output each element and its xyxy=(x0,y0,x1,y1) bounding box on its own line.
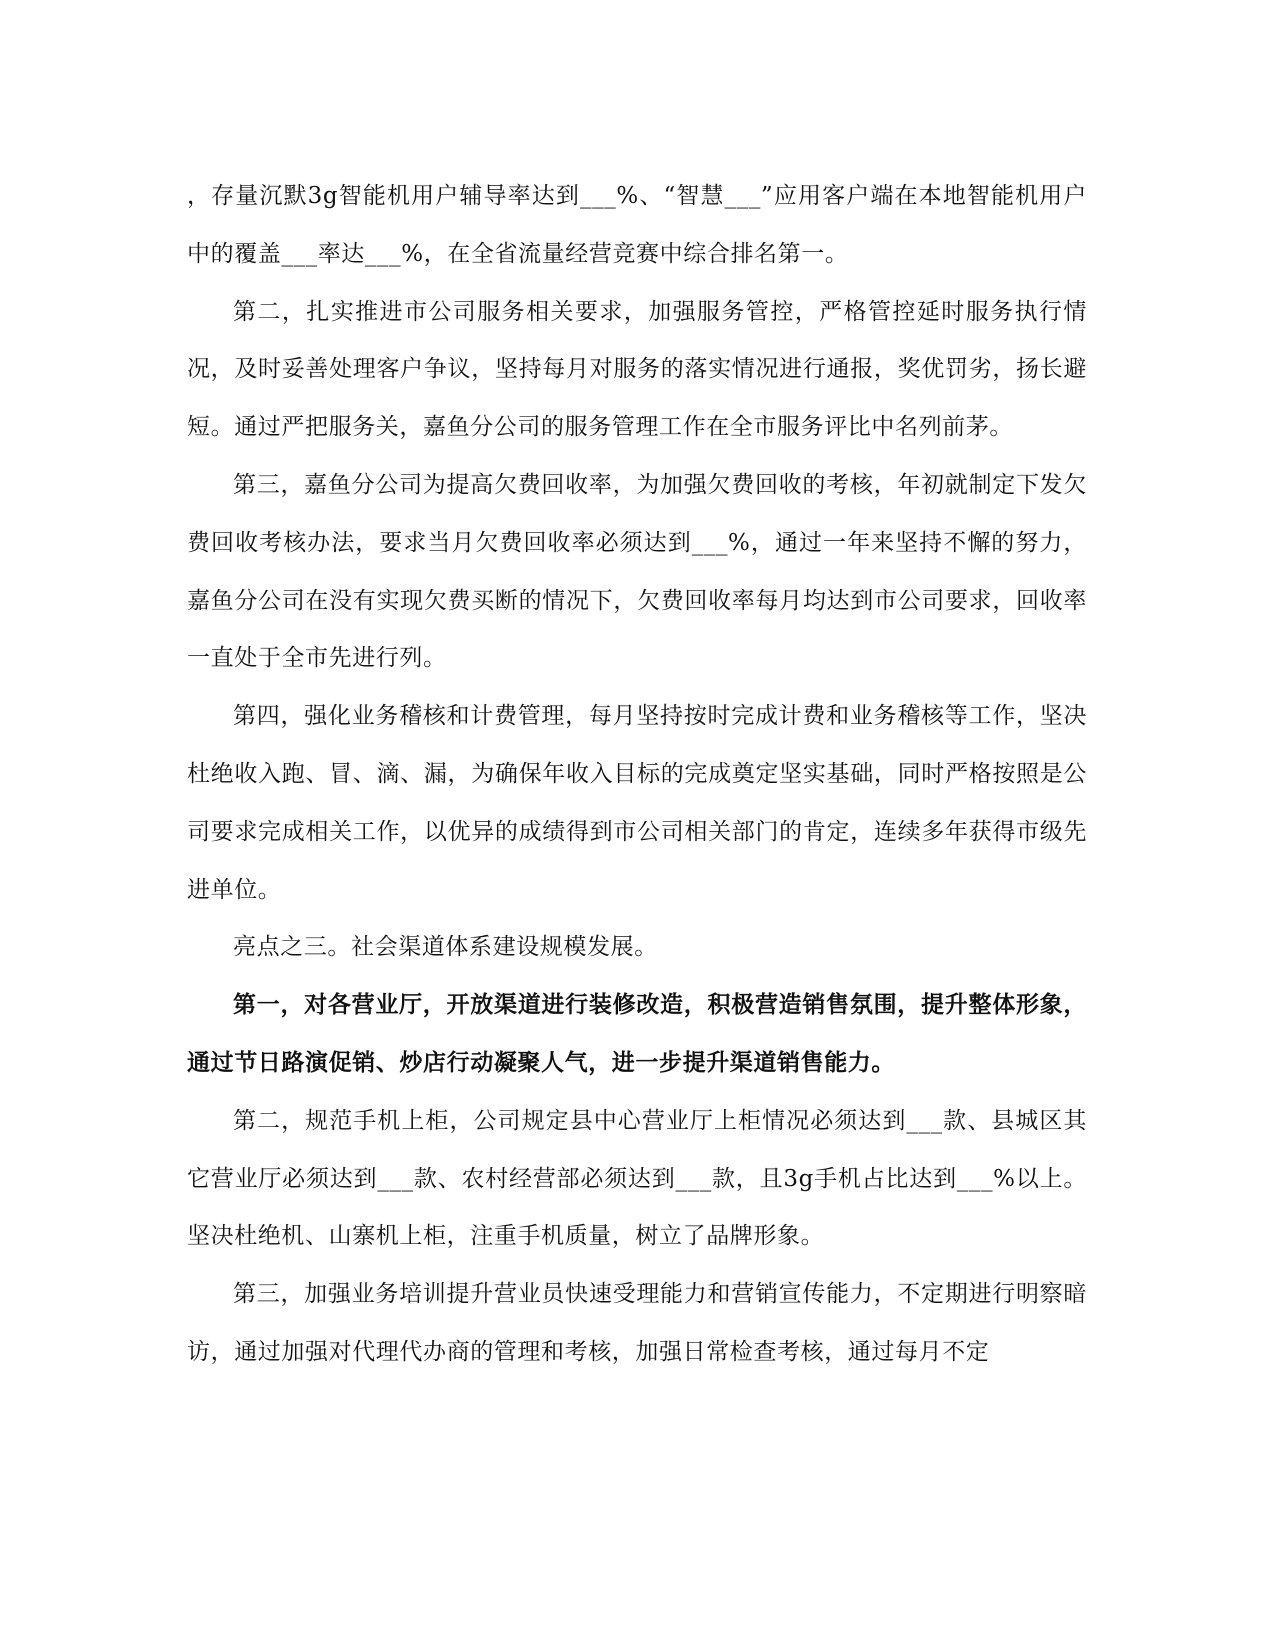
document-body xyxy=(187,168,1087,1382)
paragraph-service-management: 第二，扎实推进市公司服务相关要求，加强服务管控，严格管控延时服务执行情况，及时妥善处理客户争议，坚持每月对服务的落实情况进行通报，奖优罚劣，扬长避短。通过严把服务关，嘉鱼分公司的服务管理工作在全市服务评比中名列前茅。 xyxy=(187,298,1087,441)
paragraph-channel-renovation: 第一，对各营业厅，开放渠道进行装修改造，积极营造销售氛围，提升整体形象，通过节日路演促销、炒店行动凝聚人气，进一步提升渠道销售能力。 xyxy=(187,992,1087,1076)
paragraph-continuation: ，存量沉默3g智能机用户辅导率达到___%、“智慧___”应用客户端在本地智能机用户中的覆盖___率达___%，在全省流量经营竞赛中综合排名第一。 xyxy=(187,183,1087,267)
paragraph-staff-training: 第三，加强业务培训提升营业员快速受理能力和营销宣传能力，不定期进行明察暗访，通过加强对代理代办商的管理和考核，加强日常检查考核，通过每月不定 xyxy=(187,1281,1087,1365)
paragraph-billing-audit: 第四，强化业务稽核和计费管理，每月坚持按时完成计费和业务稽核等工作，坚决杜绝收入跑、冒、滴、漏，为确保年收入目标的完成奠定坚实基础，同时严格按照是公司要求完成相关工作，以优异的成绩得到市公司相关部门的肯定，连续多年获得市级先进单位。 xyxy=(187,703,1087,903)
paragraph-handset-display: 第二，规范手机上柜，公司规定县中心营业厅上柜情况必须达到___款、县城区其它营业厅必须达到___款、农村经营部必须达到___款，且3g手机占比达到___%以上。坚决杜绝机、山寨机上柜，注重手机质量，树立了品牌形象。 xyxy=(187,1107,1087,1250)
paragraph-highlight-three-heading: 亮点之三。社会渠道体系建设规模发展。 xyxy=(233,934,658,961)
paragraph-arrears-recovery: 第三，嘉鱼分公司为提高欠费回收率，为加强欠费回收的考核，年初就制定下发欠费回收考核办法，要求当月欠费回收率必须达到___%，通过一年来坚持不懈的努力，嘉鱼分公司在没有实现欠费买断的情况下，欠费回收率每月均达到市公司要求，回收率一直处于全市先进行列。 xyxy=(187,471,1087,672)
